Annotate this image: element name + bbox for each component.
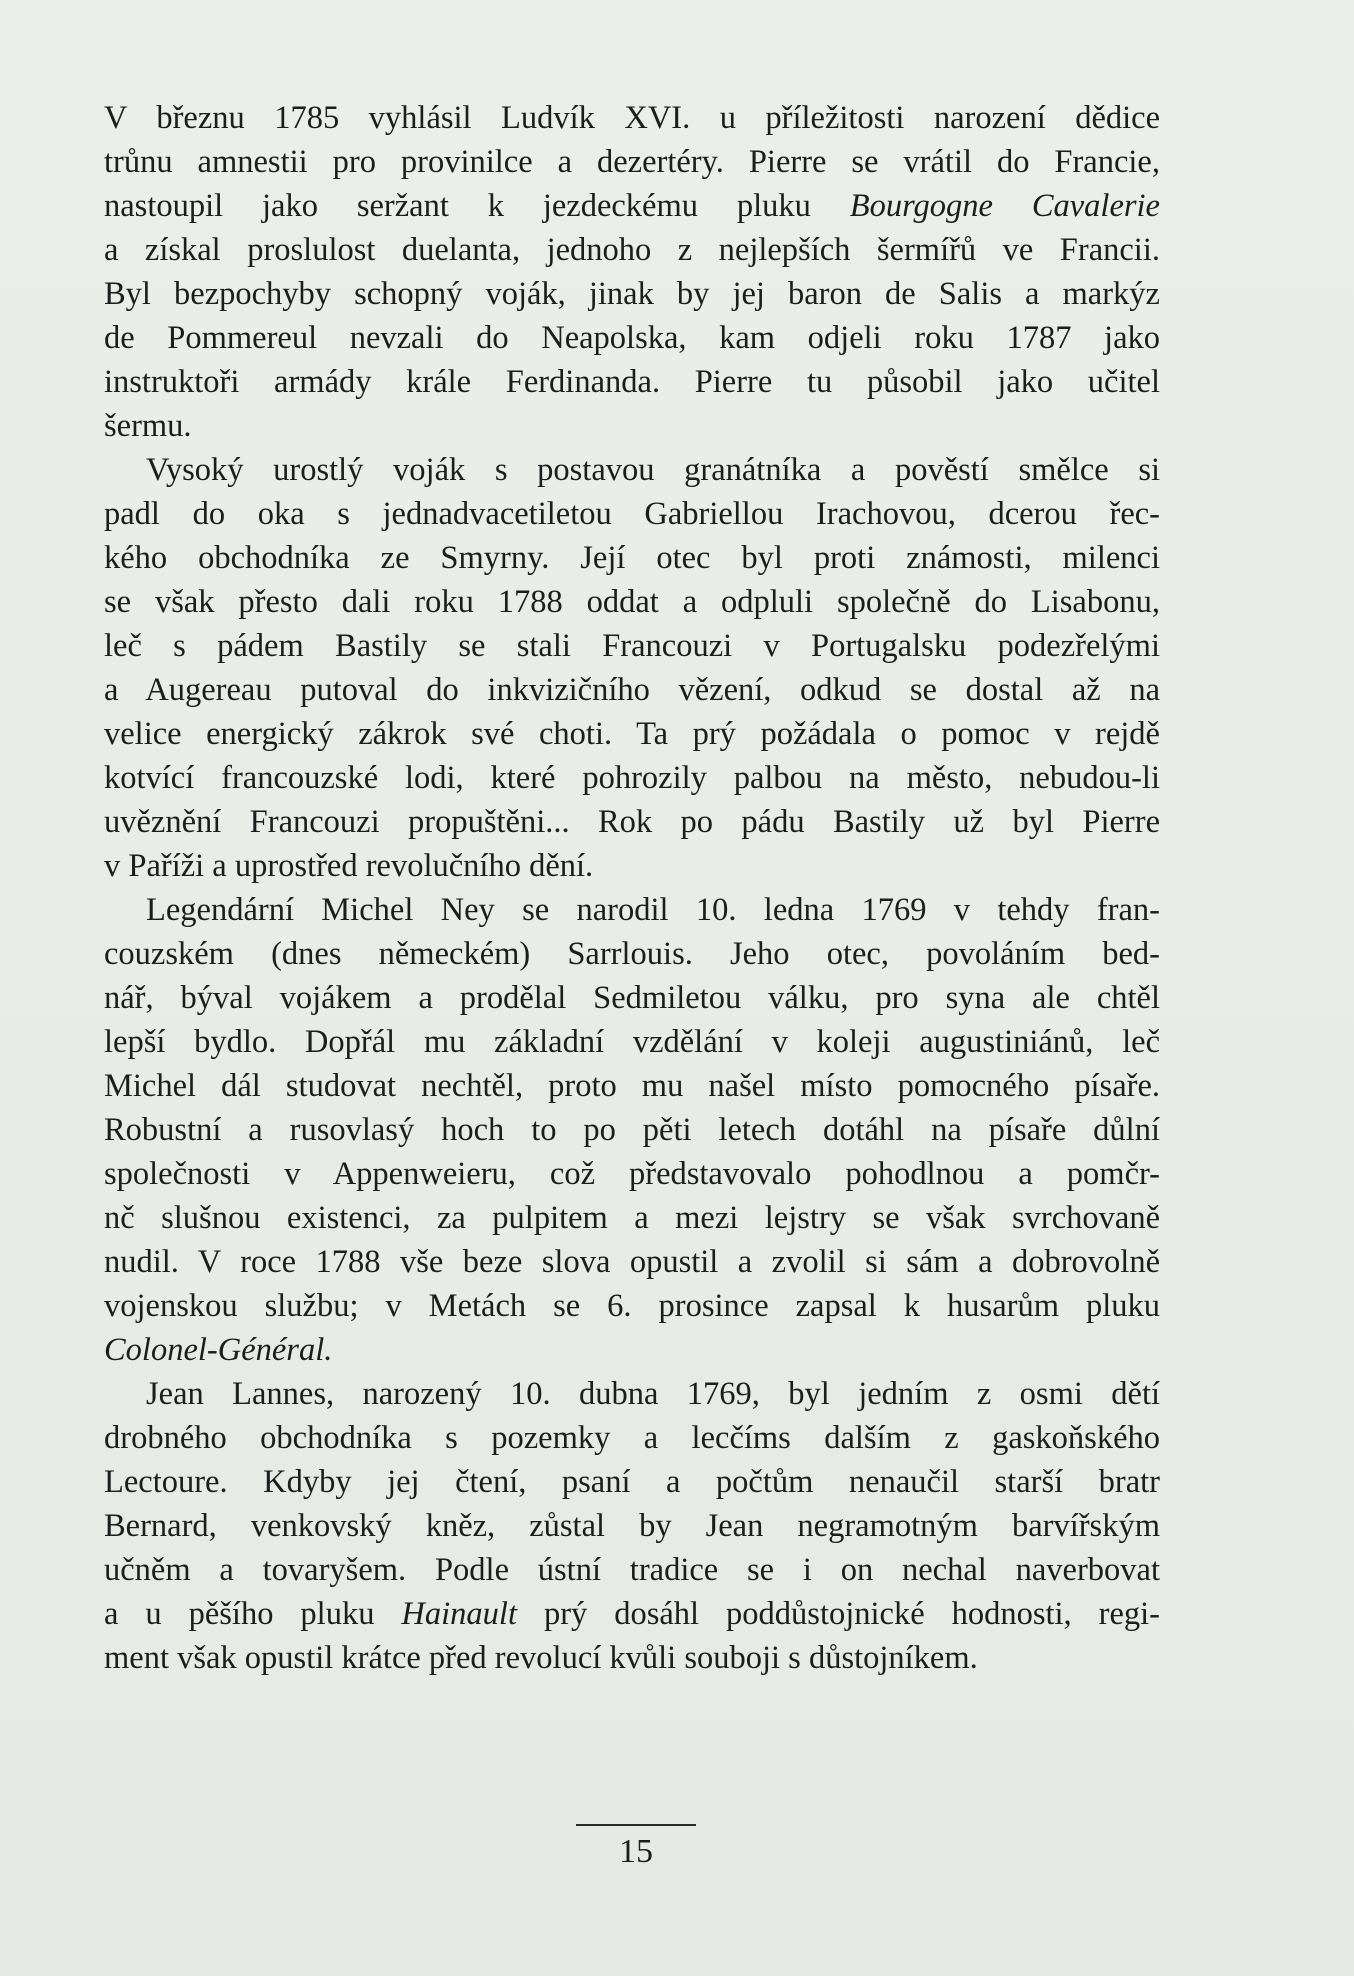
footer-rule — [576, 1824, 696, 1826]
text-line: v Paříži a uprostřed revolučního dění. — [104, 848, 594, 884]
text-line: a Augereau putoval do inkvizičního vězení, odkud se dostal až na — [104, 672, 1160, 708]
text-line — [104, 1328, 1160, 1372]
text-line: lepší bydlo. Dopřál mu základní vzdělání v koleji augustiniánů, leč — [104, 1024, 1160, 1060]
text-line: Bernard, venkovský kněz, zůstal by Jean negramotným barvířským — [104, 1508, 1160, 1544]
text-line: Lectoure. Kdyby jej čtení, psaní a počtům nenaučil starší bratr — [104, 1464, 1160, 1500]
paragraph — [104, 888, 1160, 1372]
text-line: instruktoři armády krále Ferdinanda. Pierre tu působil jako učitel — [104, 364, 1160, 400]
text-line: a získal proslulost duelanta, jednoho z nejlepších šermířů ve Francii. — [104, 232, 1160, 268]
page-footer — [576, 1824, 696, 1872]
text-line: padl do oka s jednadvacetiletou Gabriellou Irachovou, dcerou řec- — [104, 496, 1160, 532]
text-line: de Pommereul nevzali do Neapolska, kam odjeli roku 1787 jako — [104, 320, 1160, 356]
text-line: Robustní a rusovlasý hoch to po pěti letech dotáhl na písaře důlní — [104, 1112, 1160, 1148]
text-line: velice energický zákrok své choti. Ta prý požádala o pomoc v rejdě — [104, 716, 1160, 752]
text-line: nastoupil jako seržant k jezdeckému pluku Bourgogne Cavalerie — [104, 188, 1160, 224]
text-line: ment však opustil krátce před revolucí kvůli souboji s důstojníkem. — [104, 1640, 978, 1676]
text-line: šermu. — [104, 408, 192, 444]
text-line: učněm a tovaryšem. Podle ústní tradice se i on nechal naverbovat — [104, 1552, 1160, 1588]
text-line: Byl bezpochyby schopný voják, jinak by jej baron de Salis a markýz — [104, 276, 1160, 312]
regiment-name: Bourgogne Cavalerie — [849, 188, 1160, 224]
body-text — [104, 96, 1160, 1680]
text-line: drobného obchodníka s pozemky a lecčíms dalším z gaskoňského — [104, 1420, 1160, 1456]
text-line: nář, býval vojákem a prodělal Sedmiletou válku, pro syna ale chtěl — [104, 980, 1160, 1016]
text-line: vojenskou službu; v Metách se 6. prosince zapsal k husarům pluku — [104, 1288, 1160, 1324]
regiment-name: Hainault — [401, 1596, 517, 1632]
text-line: společnosti v Appenweieru, což představovalo pohodlnou a pomčr- — [104, 1156, 1160, 1192]
text-line: Jean Lannes, narozený 10. dubna 1769, byl jedním z osmi dětí — [146, 1376, 1160, 1412]
text-line: kotvící francouzské lodi, které pohrozily palbou na město, nebudou-li — [104, 760, 1160, 796]
text-line: se však přesto dali roku 1788 oddat a odpluli společně do Lisabonu, — [104, 584, 1160, 620]
text-line: couzském (dnes německém) Sarrlouis. Jeho otec, povoláním bed- — [104, 936, 1160, 972]
paragraph — [104, 1372, 1160, 1680]
text-line: leč s pádem Bastily se stali Francouzi v Portugalsku podezřelými — [104, 628, 1160, 664]
text-line: kého obchodníka ze Smyrny. Její otec byl proti známosti, milenci — [104, 540, 1160, 576]
text-line: uvěznění Francouzi propuštěni... Rok po pádu Bastily už byl Pierre — [104, 804, 1160, 840]
text-line: nč slušnou existenci, za pulpitem a mezi lejstry se však svrchovaně — [104, 1200, 1160, 1236]
paragraph — [104, 448, 1160, 888]
text-line: Vysoký urostlý voják s postavou granátníka a pověstí smělce si — [146, 452, 1160, 488]
regiment-name: Colonel-Général. — [104, 1332, 333, 1368]
text-line: nudil. V roce 1788 vše beze slova opustil a zvolil si sám a dobrovolně — [104, 1244, 1160, 1280]
text-line: V březnu 1785 vyhlásil Ludvík XVI. u příležitosti narození dědice — [104, 100, 1160, 136]
page-number: 15 — [619, 1833, 653, 1870]
paragraph — [104, 96, 1160, 448]
text-line: trůnu amnestii pro provinilce a dezertéry. Pierre se vrátil do Francie, — [104, 144, 1160, 180]
text-line: Michel dál studovat nechtěl, proto mu našel místo pomocného písaře. — [104, 1068, 1160, 1104]
text-line: Legendární Michel Ney se narodil 10. ledna 1769 v tehdy fran- — [146, 892, 1160, 928]
text-line: a u pěšího pluku Hainault prý dosáhl poddůstojnické hodnosti, regi- — [104, 1596, 1160, 1632]
